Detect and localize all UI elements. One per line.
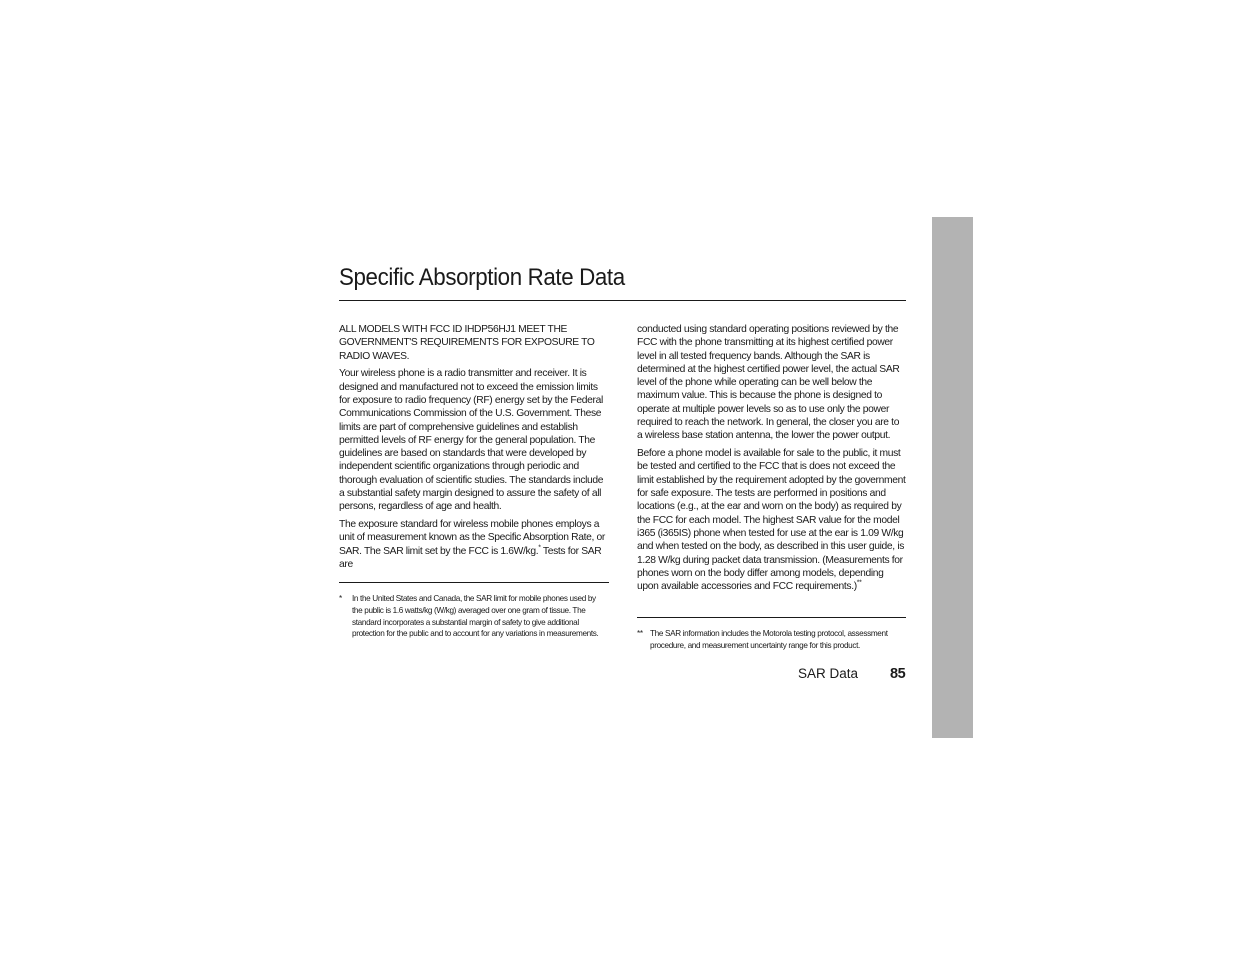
body-paragraph (637, 447, 906, 593)
body-paragraph: conducted using standard operating positions reviewed by the FCC with the phone transmitting at its highest certified power level in all tested frequency bands. Although the SAR is determined at the highest certified power level, the actual SAR level of the phone while operating can be well below the maximum value. This is because the phone is designed to operate at multiple power levels so as to use only the power required to reach the network. In general, the closer you are to a wireless base station antenna, the lower the power output. (637, 324, 900, 442)
body-text: The exposure standard for wireless mobile phones employs a unit of measurement known as the Specific Absorption Rate, or SAR. The SAR limit set by the FCC is 1.6W/kg. (339, 519, 605, 557)
left-column (339, 323, 609, 576)
right-column (637, 323, 906, 598)
footnote-mark: ** (637, 629, 643, 638)
footnote-reference: * (538, 544, 541, 552)
footnote-mark: * (339, 594, 342, 603)
body-text: Tests for SAR are (339, 545, 602, 571)
footnote-text: In the United States and Canada, the SAR limit for mobile phones used by the public is 1.6 watts/kg (W/kg) averaged over one gram of tissue. The standard incorporates a substantial margin of safety to give additional protection for the public and to account for any variations in measurements. (352, 594, 599, 639)
compliance-heading: ALL MODELS WITH FCC ID IHDP56HJ1 MEET THE GOVERNMENT'S REQUIREMENTS FOR EXPOSURE TO RADIO WAVES. (339, 324, 595, 362)
page-number: 85 (890, 666, 906, 682)
footnote (339, 593, 608, 640)
footnote-reference: ** (856, 579, 862, 587)
body-paragraph: Your wireless phone is a radio transmitter and receiver. It is designed and manufactured not to exceed the emission limits for exposure to radio frequency (RF) energy set by the Federal Communications Commission of the U.S. Government. These limits are part of comprehensive guidelines and establish permitted levels of RF energy for the general population. The guidelines are based on standards that were developed by independent scientific organizations through periodic and thorough evaluation of scientific studies. The standards include a substantial safety margin designed to assure the safety of all persons, regardless of age and health. (339, 368, 604, 513)
side-tab-marker (932, 217, 973, 738)
footnote-rule (339, 582, 609, 583)
footnote (637, 628, 906, 652)
page-title: Specific Absorption Rate Data (339, 264, 625, 291)
title-rule (339, 300, 906, 301)
footnote-rule (637, 617, 906, 618)
body-text: Before a phone model is available for sale to the public, it must be tested and certified to the FCC that is does not exceed the limit established by the requirement adopted by the government for safe exposure. The tests are performed in positions and locations (e.g., at the ear and worn on the body) as required by the FCC for each model. The highest SAR value for the model i365 (i365IS) phone when tested for use at the ear is 1.09 W/kg and when tested on the body, as described in this user guide, is 1.28 W/kg during packet data transmission. (Measurements for phones worn on the body differ among models, depending upon available accessories and FCC requirements.) (637, 448, 906, 593)
footnote-text: The SAR information includes the Motorola testing protocol, assessment procedure, and measurement uncertainty range for this product. (650, 629, 888, 650)
footer-section-label: SAR Data (798, 666, 859, 681)
body-paragraph (339, 518, 609, 571)
